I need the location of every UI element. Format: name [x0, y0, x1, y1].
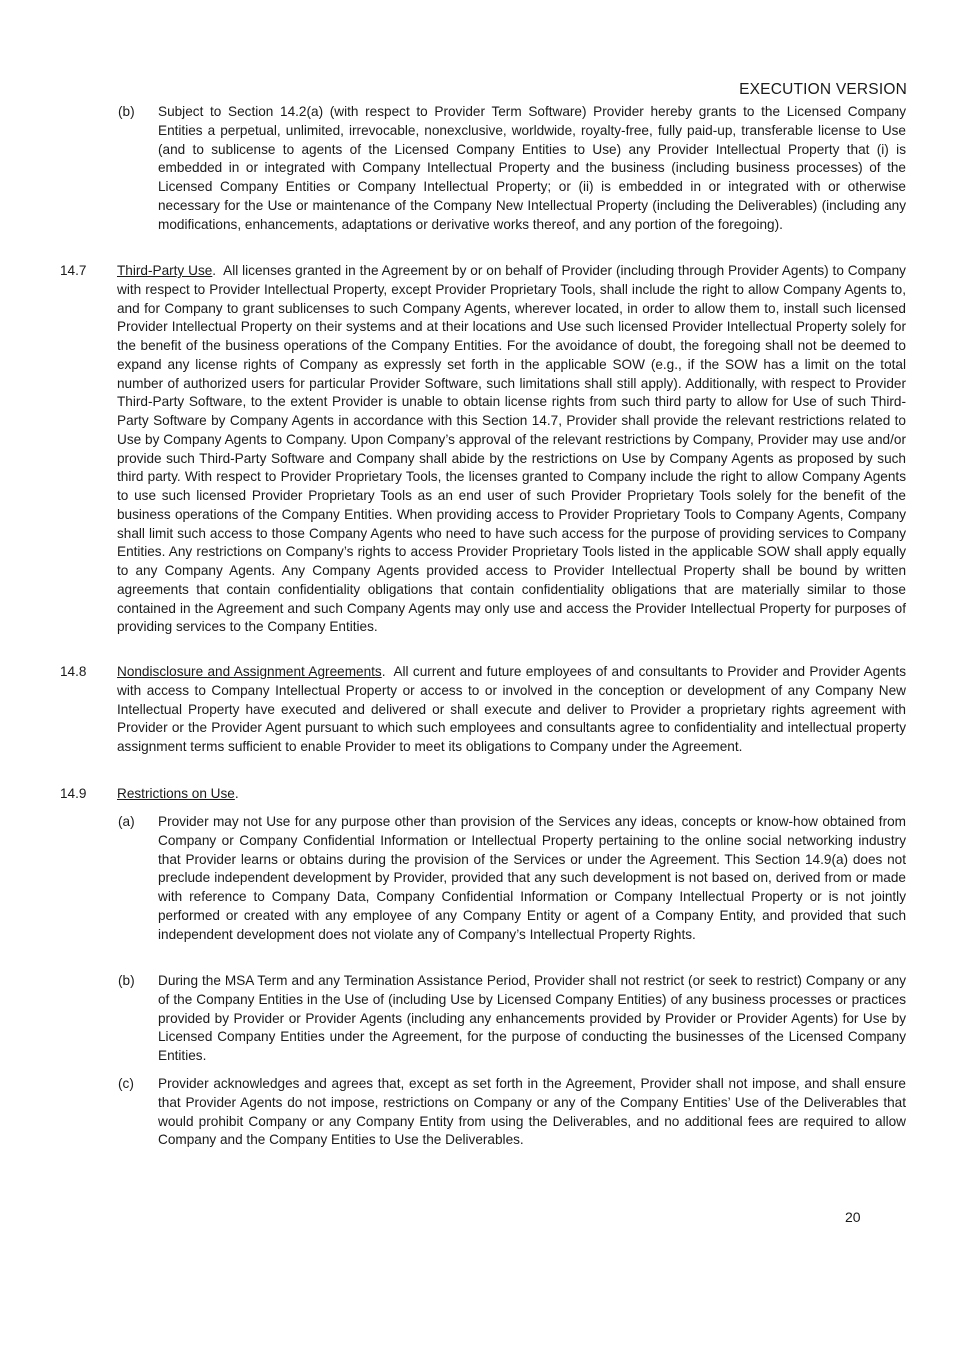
section-paragraph: Nondisclosure and Assignment Agreements. All current and future employees of and consultants to Provider and Provider Agents with access to Company Intellectual Property or access to or involved in the conception or development of any Company New Intellectual Property have executed and delivered or shall execute and deliver to Provider a proprietary rights agreement with Provider or the Provider Agent pursuant to which such employees and consultants agree to confidentiality and intellectual property assignment terms sufficient to enable Provider to meet its obligations to Company under the Agreement. [117, 664, 906, 754]
item-text: Provider acknowledges and agrees that, except as set forth in the Agreement, Provider shall not impose, and shall ensure that Provider Agents do not impose, restrictions on Company or any of the Company Entities’ Use of the Deliverables that would prohibit Company or any Company Entity from using the Deliverables, and no additional fees are required to allow Company and the Company Entities to Use the Deliverables. [158, 1076, 906, 1148]
section-paragraph: Third-Party Use. All licenses granted in the Agreement by or on behalf of Provider (including through Provider Agents) to Company with respect to Provider Intellectual Property, except Provider Proprietary Tools, shall include the right to allow Company Agents to, and for Company to grant sublicenses to such Company Agents, wherever located, in order to allow them to, install such licensed Provider Intellectual Property on their systems and at their locations and Use such licensed Provider Intellectual Property solely for the benefit of the business operations of the Company Entities. For the avoidance of doubt, the foregoing shall not be deemed to expand any license rights of Company as expressly set forth in the applicable SOW (e.g., if the SOW has a limit on the total number of authorized users for particular Provider Software, such limitations shall still apply). Additionally, with respect to Provider Third-Party Software, to the extent Provider is unable to obtain license rights from such third party to allow for Use of such Third-Party Software by Company Agents in accordance with this Section 14.7, Provider shall provide the relevant restrictions related to Use by Company Agents to Company. Upon Company’s approval of the relevant restrictions by Company, Provider may use and/or provide such Third-Party Software and Company shall abide by the restrictions on Use by Company Agents as proposed by such third party. With respect to Provider Proprietary Tools, the licenses granted to Company include the right to allow Company Agents to use such licensed Provider Proprietary Tools as an end user of such Provider Proprietary Tools solely for the benefit of the business operations of the Company Entities. When providing access to Provider Proprietary Tools to Company Agents, Company shall limit such access to those Company Agents who need to have such access for the purpose of providing services to Company Entities. Any restrictions on Company’s rights to access Provider Proprietary Tools listed in the applicable SOW shall apply equally to any Company Agents. Any Company Agents provided access to Provider Intellectual Property shall be bound by written agreements that contain confidentiality obligations that contain confidentiality obligations that are materially similar to those contained in the Agreement and such Company Agents may only use and access the Provider Intellectual Property for purposes of providing services to the Company Entities. [117, 263, 906, 635]
item-text: During the MSA Term and any Termination Assistance Period, Provider shall not restrict (or seek to restrict) Company or any of the Company Entities in the Use of (including Use by Licensed Company Entities) of any business processes or practices provided by Provider or Provider Agents (including any enhancements provided by Provider or Provider Agents) for Use by Licensed Company Entities under the Agreement, for the purpose of conducting the businesses of the Licensed Company Entities. [158, 973, 906, 1063]
section-number: 14.9 [60, 786, 87, 801]
section-paragraph: Restrictions on Use. [117, 786, 239, 801]
section-heading: Third-Party Use [117, 263, 213, 278]
item-label: (b) [118, 973, 135, 988]
section-number: 14.7 [60, 263, 87, 278]
section-text: Subject to Section 14.2(a) (with respect to Provider Term Software) Provider hereby grants to the Licensed Company Entities a perpetual, unlimited, irrevocable, nonexclusive, worldwide, royalty-free, fully paid-up, transferable license to Use (and to sublicense to agents of the Licensed Company Entities to Use) any Provider Intellectual Property that (i) is embedded in or integrated with Company Intellectual Property and the business (including business processes) of the Licensed Company Entities or Company Intellectual Property; or (ii) is embedded in or integrated with or otherwise necessary for the Use or maintenance of the Company New Intellectual Property (including the Deliverables) (including any modifications, enhancements, adaptations or derivative works thereof, and any portion of the foregoing). [158, 104, 906, 232]
item-label: (a) [118, 814, 135, 829]
execution-version-header: EXECUTION VERSION [739, 81, 907, 98]
page-number: 20 [845, 1209, 861, 1225]
section-heading: Nondisclosure and Assignment Agreements [117, 664, 382, 679]
item-label: (b) [118, 104, 135, 119]
section-heading: Restrictions on Use [117, 786, 235, 801]
section-text: All current and future employees of and consultants to Provider and Provider Agents with access to Company Intellectual Property or access to or involved in the conception or development of any Company New Intellectual Property have executed and delivered or shall execute and deliver to Provider a proprietary rights agreement with Provider or the Provider Agent pursuant to which such employees and consultants agree to confidentiality and intellectual property assignment terms sufficient to enable Provider to meet its obligations to Company under the Agreement. [117, 664, 906, 754]
item-label: (c) [118, 1076, 134, 1091]
section-text: All licenses granted in the Agreement by or on behalf of Provider (including through Provider Agents) to Company with respect to Provider Intellectual Property, except Provider Proprietary Tools, shall include the right to allow Company Agents to, and for Company to grant sublicenses to such Company Agents, wherever located, in order to allow them to, install such licensed Provider Intellectual Property on their systems and at their locations and Use such licensed Provider Intellectual Property solely for the benefit of the business operations of the Company Entities. For the avoidance of doubt, the foregoing shall not be deemed to expand any license rights of Company as expressly set forth in the applicable SOW (e.g., if the SOW has a limit on the total number of authorized users for particular Provider Software, such limitations shall still apply). Additionally, with respect to Provider Third-Party Software, to the extent Provider is unable to obtain license rights from such third party to allow for Use of such Third-Party Software by Company Agents in accordance with this Section 14.7, Provider shall provide the relevant restrictions related to Use by Company Agents to Company. Upon Company’s approval of the relevant restrictions by Company, Provider may use and/or provide such Third-Party Software and Company shall abide by the restrictions on Use by Company Agents as proposed by such third party. With respect to Provider Proprietary Tools, the licenses granted to Company include the right to allow Company Agents to use such licensed Provider Proprietary Tools as an end user of such Provider Proprietary Tools solely for the benefit of the business operations of the Company Entities. When providing access to Provider Proprietary Tools to Company Agents, Company shall limit such access to those Company Agents who need to have such access for the purpose of providing services to Company Entities. Any restrictions on Company’s rights to access Provider Proprietary Tools listed in the applicable SOW shall apply equally to any Company Agents. Any Company Agents provided access to Provider Intellectual Property shall be bound by written agreements that contain confidentiality obligations that contain confidentiality obligations that are materially similar to those contained in the Agreement and such Company Agents may only use and access the Provider Intellectual Property for purposes of providing services to the Company Entities. [117, 263, 906, 635]
section-number: 14.8 [60, 664, 87, 679]
item-text: Provider may not Use for any purpose other than provision of the Services any ideas, concepts or know-how obtained from Company or Company Confidential Information or Intellectual Property pertaining to the online social networking industry that Provider learns or obtains during the provision of the Services or under the Agreement. This Section 14.9(a) does not preclude independent development by Provider, provided that any such development is not based on, derived from or made with reference to Company Data, Company Confidential Information or Company Intellectual Property or is not jointly performed or created with any employee of any Company Entity or agent of a Company Entity, and provided that such independent development does not violate any of Company’s Intellectual Property Rights. [158, 814, 906, 942]
